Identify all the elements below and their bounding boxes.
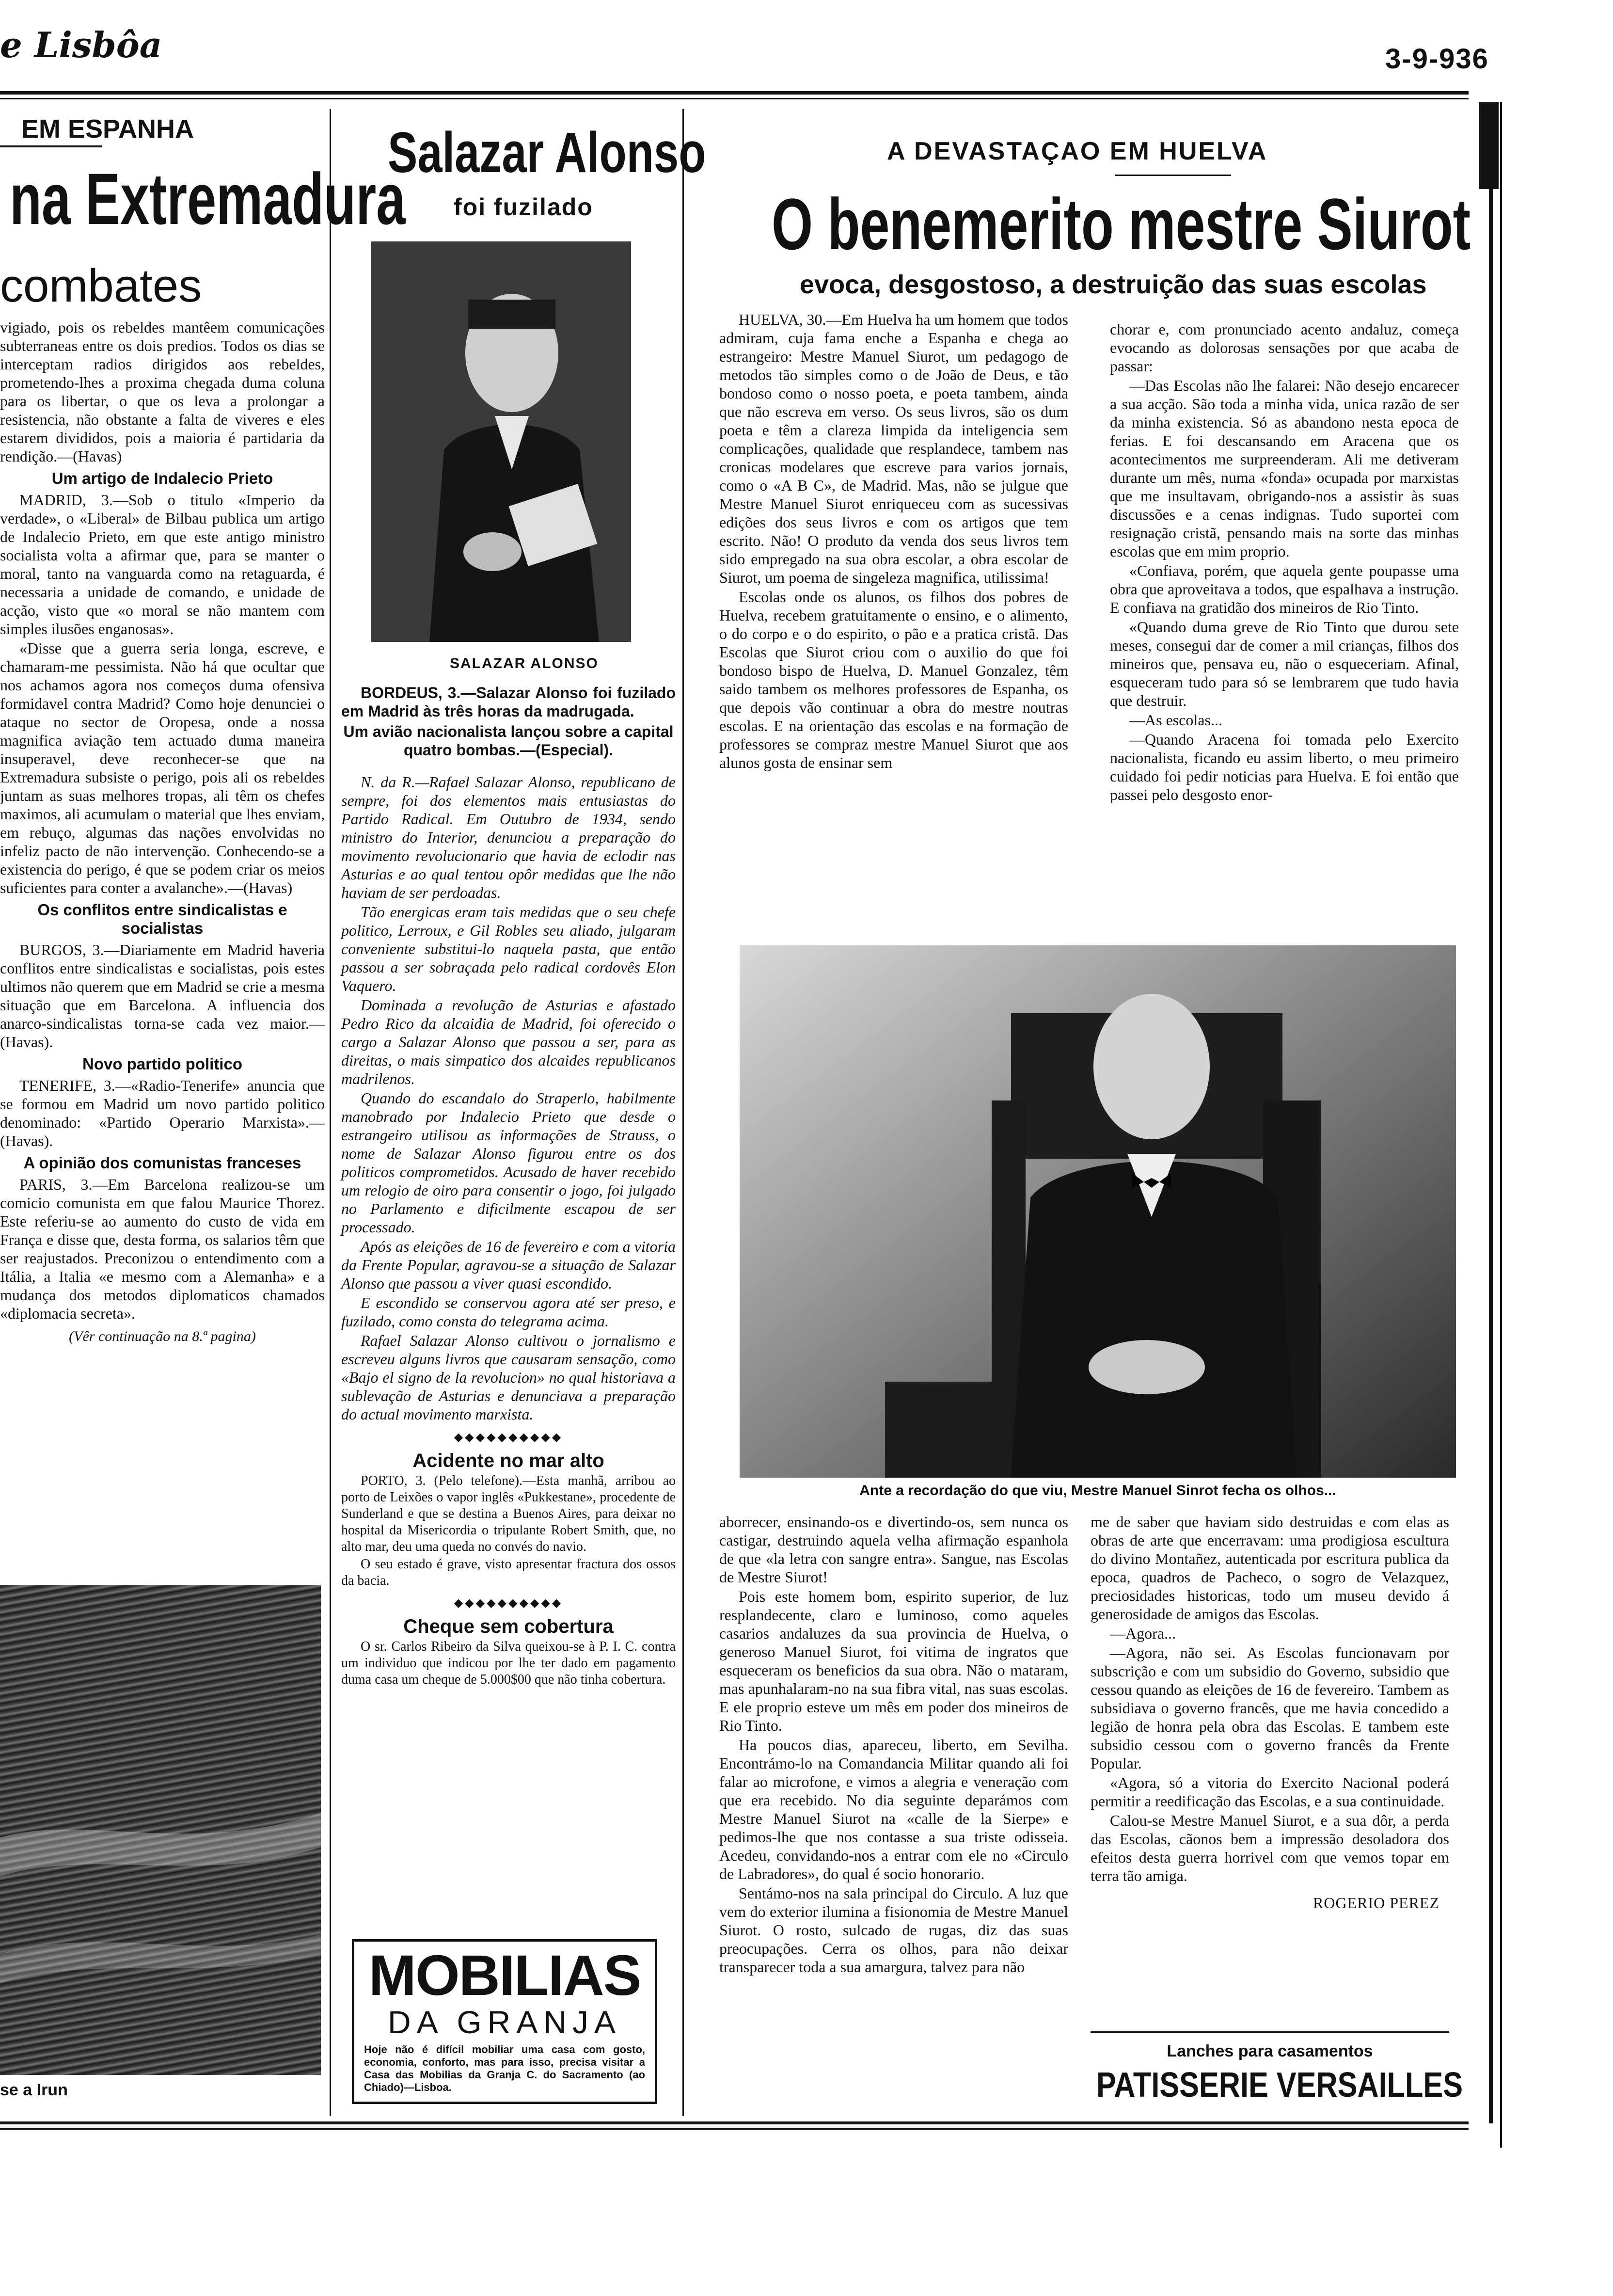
right-siurot-figure bbox=[740, 945, 1456, 1478]
masthead-rule-thin bbox=[0, 98, 1469, 99]
right-kicker-rule bbox=[1115, 175, 1231, 176]
right-col-c bbox=[719, 1513, 1068, 1977]
left-tag bbox=[0, 114, 194, 144]
left-sub-1: Um artigo de Indalecio Prieto bbox=[51, 469, 273, 487]
mid-note-5: Após as eleições de 16 de fevereiro e com a vitoria da Frente Popular, agravou-se a situação de Salazar Alonso que passou a viver quasi escondido. bbox=[341, 1238, 676, 1292]
right-b-para-6: —Quando Aracena foi tomada pelo Exercito nacionalista, ficando eu assim liberto, o meu primeiro cuidado foi pedir noticias para Huelva. E foi então que passei pelo desgosto enor- bbox=[1110, 731, 1459, 803]
right-ad-rule bbox=[1091, 2031, 1449, 2033]
bottom-rule-thick bbox=[0, 2121, 1469, 2124]
left-tag-underline bbox=[0, 145, 102, 147]
left-continuation: (Vêr continuação na 8.ª pagina) bbox=[69, 1328, 256, 1344]
right-c-para-2: Pois este homem bom, espirito superior, de luz resplandecente, claro e luminoso, como aqueles casarios andaluzes da sua provincia de Huelva, o generoso Manuel Siurot, foi vitima de ingratos que esqueceram os beneficios da sua obra. Não o mataram, mas apunhalaram-no na sua fibra vital, nas suas escolas. E ele proprio esteve um mês em poder dos mineiros de Rio Tinto. bbox=[719, 1588, 1068, 1734]
mid-body bbox=[341, 684, 676, 1689]
left-para-3: «Disse que a guerra seria longa, escreve, e chamaram-me pessimista. Não há que ocultar que nos achamos agora nos começos duma ofensiva formidavel contra Madrid? Como hoje denunciei o ataque no sector de Oropesa, onde a nossa magnifica aviação tem actuado duma maneira insuperavel, deve reconhecer-se que na Extremadura subsiste o perigo, pois ali os rebeldes juntam as suas melhores tropas, ali têm os chefes maximos, ali acumulam o material que lhes enviam, em rebuço, algumas das nações envolvidas no infeliz pacto de não intervenção. Conhecendo-se a existencia do perigo, é que se podem criar os meios suficientes para conter a avalanche».—(Havas) bbox=[0, 639, 325, 896]
mid-note-4: Quando do escandalo do Straperlo, habilmente manobrado por Indalecio Prieto que desde o estrangeiro utilisou as informações de Strauss, o nome de Salazar Alonso figurou entre os dos politicos comprometidos. Acusado de haver recebido um relogio de oiro para consentir o jogo, foi julgado no Parlamento e dificilmente escapou de ser processado. bbox=[341, 1089, 676, 1236]
right-col-b bbox=[1110, 320, 1459, 805]
left-tag-text: EM ESPANHA bbox=[21, 114, 194, 144]
mid-accident-title: Acidente no mar alto bbox=[412, 1450, 604, 1471]
mid-ad-brand: MOBILIAS bbox=[368, 1944, 641, 2008]
right-b-para-4: «Quando duma greve de Rio Tinto que durou sete meses, consegui dar de comer a mil crianças, filhos dos mineiros que, pensava eu, não o esqueceriam. Afinal, esqueceram tudo para só se lembrarem que tudo havia que destruir. bbox=[1110, 618, 1459, 709]
right-b-para-3: «Confiava, porém, que aquela gente poupasse uma obra que aproveitava a todos, que espalhava a instrução. E confiava na gratidão dos mineiros de Rio Tinto. bbox=[1110, 562, 1459, 616]
right-c-para-3: Ha poucos dias, apareceu, liberto, em Sevilha. Encontrámo-lo na Comandancia Militar quando ali foi falar ao microfone, e vimos a alegria e veneração com que era recebido. No dia seguinte deparámos com Mestre Manuel Siurot na «calle de la Sierpe» e pedimos-lhe que nos contasse a sua triste odisseia. Acedeu, convidando-nos a entrar com ele no «Circulo de Labradores», do qual é socio honorario. bbox=[719, 1736, 1068, 1882]
mid-cheque-title: Cheque sem cobertura bbox=[403, 1616, 614, 1637]
mid-accident-text: PORTO, 3. (Pelo telefone).—Esta manhã, arribou ao porto de Leixões o vapor inglês «Pukkestane», procedente de Sunderland e que se destina a Buenos Aires, para deixar no hospital da Misericordia o tripulante Robert Smith, que, no alto mar, deu uma queda no convés do navio. bbox=[341, 1473, 676, 1554]
mid-note-6: E escondido se conservou agora até ser preso, e fuzilado, como consta do telegrama acima. bbox=[341, 1294, 676, 1330]
mid-divider-2: ◆◆◆◆◆◆◆◆◆◆ bbox=[454, 1597, 563, 1610]
right-d-para-3: —Agora, não sei. As Escolas funcionavam por subscrição e com um subsidio do Governo, subsidio que cessou quando as eleições de 16 de fevereiro. Tambem as subsidiava o governo francês, que me havia concedido a legião de honra pela obra das Escolas. E tambem este subsidio cessou com o governo francês da Frente Popular. bbox=[1091, 1644, 1449, 1772]
mid-cheque-text: O sr. Carlos Ribeiro da Silva queixou-se à P. I. C. contra um individuo que indicou por lhe ter dado em pagamento duma casa um cheque de 5.000$00 que não tinha cobertura. bbox=[341, 1639, 676, 1687]
margin-bar-line-2 bbox=[1500, 102, 1502, 2148]
mid-portrait-figure bbox=[371, 241, 631, 642]
mid-accident-text-2: O seu estado é grave, visto apresentar fractura dos ossos da bacia. bbox=[341, 1557, 676, 1588]
right-d-para-4: «Agora, só a vitoria do Exercito Nacional poderá permitir a reedificação das Escolas, e a sua continuidade. bbox=[1091, 1774, 1449, 1810]
margin-bar-line-1 bbox=[1489, 189, 1493, 2123]
column-rule-1 bbox=[330, 109, 331, 2116]
right-b-para-5: —As escolas... bbox=[1129, 711, 1222, 729]
right-kicker: A DEVASTAÇAO EM HUELVA bbox=[887, 137, 1268, 165]
left-para-6: PARIS, 3.—Em Barcelona realizou-se um comicio comunista em que falou Maurice Thorez. Este referiu-se ao aumento do custo de vida em França e disse que, desta forma, os salarios têm que ser reajustados. Preconizou o entendimento com a Itália, a Italia «e mesmo com a Alemanha» e a mudança dos metodos diplomaticos chamados «diplomacia secreta». bbox=[0, 1176, 325, 1322]
right-deck: evoca, desgostoso, a destruição das suas escolas bbox=[800, 270, 1427, 299]
mid-ad-box bbox=[352, 1939, 657, 2104]
mid-lead: BORDEUS, 3.—Salazar Alonso foi fuzilado em Madrid às três horas da madrugada. bbox=[341, 684, 676, 720]
masthead-name: e Lisbôa bbox=[0, 24, 162, 65]
right-col-a bbox=[719, 310, 1068, 773]
masthead-rule-top bbox=[0, 91, 1469, 95]
right-col-d bbox=[1091, 1513, 1449, 1912]
mid-ad-text: Hoje não é difícil mobiliar uma casa com gosto, economia, conforto, mas para isso, precisa visitar a Casa das Mobilias da Granja C. do Sacramento (ao Chiado)—Lisboa. bbox=[364, 2043, 645, 2093]
right-c-para-1: aborrecer, ensinando-os e divertindo-os, sem nunca os castigar, destruindo aquela velha afirmação espanhola de que «la letra con sangre entra». Sangue, nas Escolas de Mestre Siurot! bbox=[719, 1513, 1068, 1586]
left-sub-2: Os conflitos entre sindicalistas e socialistas bbox=[37, 901, 287, 937]
bottom-rule-thin bbox=[0, 2128, 1469, 2130]
left-body bbox=[0, 318, 325, 1346]
mid-note-1: N. da R.—Rafael Salazar Alonso, republicano de sempre, foi dos elementos mais entusiastas do Partido Radical. Em Outubro de 1934, sendo ministro do Interior, denunciou a preparação do movimento revolucionario que havia de eclodir nas Asturias e ao qual tentou opôr medidas que lhe não haviam de ser perdoadas. bbox=[341, 773, 676, 901]
right-b-para-2: —Das Escolas não lhe falarei: Não desejo encarecer a sua acção. São toda a minha vida, unica razão de ser da minha existencia. Só as abandono nesta epoca de ferias. E foi descansando em Aracena que os acontecimentos me surpreenderam. Ali me detiveram durante um mês, numa «fonda» ocupada por marxistas que me insultavam, obrigando-nos a assistir às suas discussões e a cenas indignas. Tudo suportei com resignação cristã, pensando mais na sorte das minhas escolas que em mim proprio. bbox=[1110, 377, 1459, 560]
mid-kicker: foi fuzilado bbox=[454, 193, 593, 221]
right-c-para-4: Sentámo-nos na sala principal do Circulo. A luz que vem do exterior ilumina a fisionomia de Mestre Manuel Siurot. O rosto, sulcado de rugas, diz das suas preocupações. Cerra os olhos, para não deixar transparecer toda a sua amargura, talvez para não bbox=[719, 1884, 1068, 1976]
right-d-para-2: —Agora... bbox=[1110, 1625, 1176, 1642]
mid-ad-brand-2: DA GRANJA bbox=[387, 2004, 622, 2040]
right-photo-caption: Ante a recordação do que viu, Mestre Manuel Sinrot fecha os olhos... bbox=[859, 1483, 1336, 1499]
left-photo-texture bbox=[0, 1585, 321, 2075]
right-signature: ROGERIO PEREZ bbox=[1313, 1894, 1439, 1912]
margin-bar-black bbox=[1479, 102, 1499, 189]
mid-note bbox=[341, 773, 676, 1423]
left-para-4: BURGOS, 3.—Diariamente em Madrid haveria conflitos entre sindicalistas e socialistas, pois estes ultimos não querem que em Madrid se crie a mesma situação que em Barcelona. A influencia dos anarco-sindicalistas torna-se cada vez maior.—(Havas). bbox=[0, 941, 325, 1051]
mid-portrait-photo bbox=[371, 241, 631, 642]
mid-note-7: Rafael Salazar Alonso cultivou o jornalismo e escreveu alguns livros que causaram sensação, como «Bajo el signo de la revolucion» no qual historiava a sublevação de Asturias e denunciava a preparação do actual movimento marxista. bbox=[341, 1332, 676, 1423]
right-ad-big: PATISSERIE VERSAILLES bbox=[1096, 2066, 1463, 2105]
left-para-5: TENERIFE, 3.—«Radio-Tenerife» anuncia que se formou em Madrid um novo partido politico denominado: «Partido Operario Marxista».—(Havas). bbox=[0, 1077, 325, 1149]
mid-lead-2: Um avião nacionalista lançou sobre a capital quatro bombas.—(Especial). bbox=[343, 723, 674, 759]
column-rule-2 bbox=[682, 109, 684, 2116]
right-ad-small: Lanches para casamentos bbox=[1167, 2042, 1373, 2060]
left-para-2: MADRID, 3.—Sob o titulo «Imperio da verdade», o «Liberal» de Bilbau publica um artigo de Indalecio Prieto, em que este antigo ministro socialista volta a afirmar que, para se manter o moral, tanto na vanguarda como na retaguarda, é necessaria a unidade de comando, e unidade de acção, visto que «o moral se não mantem com simples ilusões enganosas». bbox=[0, 491, 325, 638]
mid-note-3: Dominada a revolução de Asturias e afastado Pedro Rico da alcaidia de Madrid, foi oferecido o cargo a Salazar Alonso que passou a ser, para as direitas, o mais simpatico dos alcaides republicanos madrilenos. bbox=[341, 996, 676, 1087]
right-a-para-1: HUELVA, 30.—Em Huelva ha um homem que todos admiram, cuja fama enche a Espanha e chega ao estrangeiro: Mestre Manuel Siurot, um pedagogo de metodos tão simples como o de João de Deus, e tão bondoso como o nosso poeta, e poeta tambem, ainda que não escreva em verso. Os seus livros, são os dum poeta e têm a clareza limpida da inteligencia sem complicações, qualidade que resplandece, tambem nas cronicas modelares que escreve para varios jornais, como o «A B C», de Madrid. Mas, não se julgue que Mestre Manuel Siurot enriqueceu com as sucessivas edições dos seus livros e com os artigos que tem escrito. Não! O produto da venda dos seus livros tem sido empregado na sua obra escolar, a obra escolar de Siurot, um poema de singeleza magnifica, utilissima! bbox=[719, 311, 1068, 586]
right-d-para-1: me de saber que haviam sido destruidas e com elas as obras de arte que encerravam: uma prodigiosa escultura do divino Montañez, autenticada por escritura publica da epoca, quadros de Pacheco, o sogro de Velazquez, preciosidades historicas, todo um museu devido á generosidade de amigos das Escolas. bbox=[1091, 1513, 1449, 1623]
left-headline: na Extremadura bbox=[10, 158, 406, 239]
right-headline: O benemerito mestre Siurot bbox=[772, 183, 1471, 265]
mid-note-2: Tão energicas eram tais medidas que o seu chefe politico, Lerroux, e Gil Robles seu aliado, julgaram conveniente substitui-lo naquela pasta, que então passou a ser sobraçada pelo radical cordovês Elon Vaquero. bbox=[341, 903, 676, 994]
left-sub-3: Novo partido politico bbox=[82, 1055, 242, 1073]
left-sub-4: A opinião dos comunistas franceses bbox=[23, 1154, 301, 1172]
left-headline-2: combates bbox=[0, 260, 202, 312]
mid-headline: Salazar Alonso bbox=[388, 121, 706, 185]
left-photo-field bbox=[0, 1585, 321, 2075]
right-b-para-1: chorar e, com pronunciado acento andaluz, começa evocando as dolorosas sensações por que acaba de passar: bbox=[1110, 320, 1459, 375]
right-d-para-5: Calou-se Mestre Manuel Siurot, e a sua dôr, a perda das Escolas, cãonos bem a impressão desoladora dos efeitos desta guerra horrivel com que vemos topar em terra tão amiga. bbox=[1091, 1812, 1449, 1884]
right-a-para-2: Escolas onde os alunos, os filhos dos pobres de Huelva, recebem gratuitamente o ensino, e o alimento, o do corpo e o do espirito, o pão e a pratica cristã. Das Escolas que Siurot criou com o auxilio do que foi bondoso bispo de Huelva, D. Manuel Gonzalez, têm saido tambem os melhores professores de Espanha, os que depois vão continuar a obra do mestre noutras escolas. E na orientação das escolas e na formação de professores se compraz mestre Manuel Siurot que aos alunos gosta de ensinar sem bbox=[719, 588, 1068, 771]
left-photo-caption: se a Irun bbox=[0, 2081, 68, 2099]
mid-divider: ◆◆◆◆◆◆◆◆◆◆ bbox=[454, 1431, 563, 1444]
mid-portrait-caption: SALAZAR ALONSO bbox=[450, 655, 599, 671]
masthead-date: 3-9-936 bbox=[1385, 43, 1489, 75]
right-siurot-photo bbox=[740, 945, 1456, 1478]
left-para-1: vigiado, pois os rebeldes mantêem comunicações subterraneas entre os dois predios. Todos os dias se interceptam radios dirigidos aos rebeldes, prometendo-lhes a proxima chegada duma coluna para os libertar, o que os leva a prolongar a resistencia, não obstante a falta de viveres e eles estarem divididos, pois a maioria é partidaria da rendição.—(Havas) bbox=[0, 319, 325, 465]
